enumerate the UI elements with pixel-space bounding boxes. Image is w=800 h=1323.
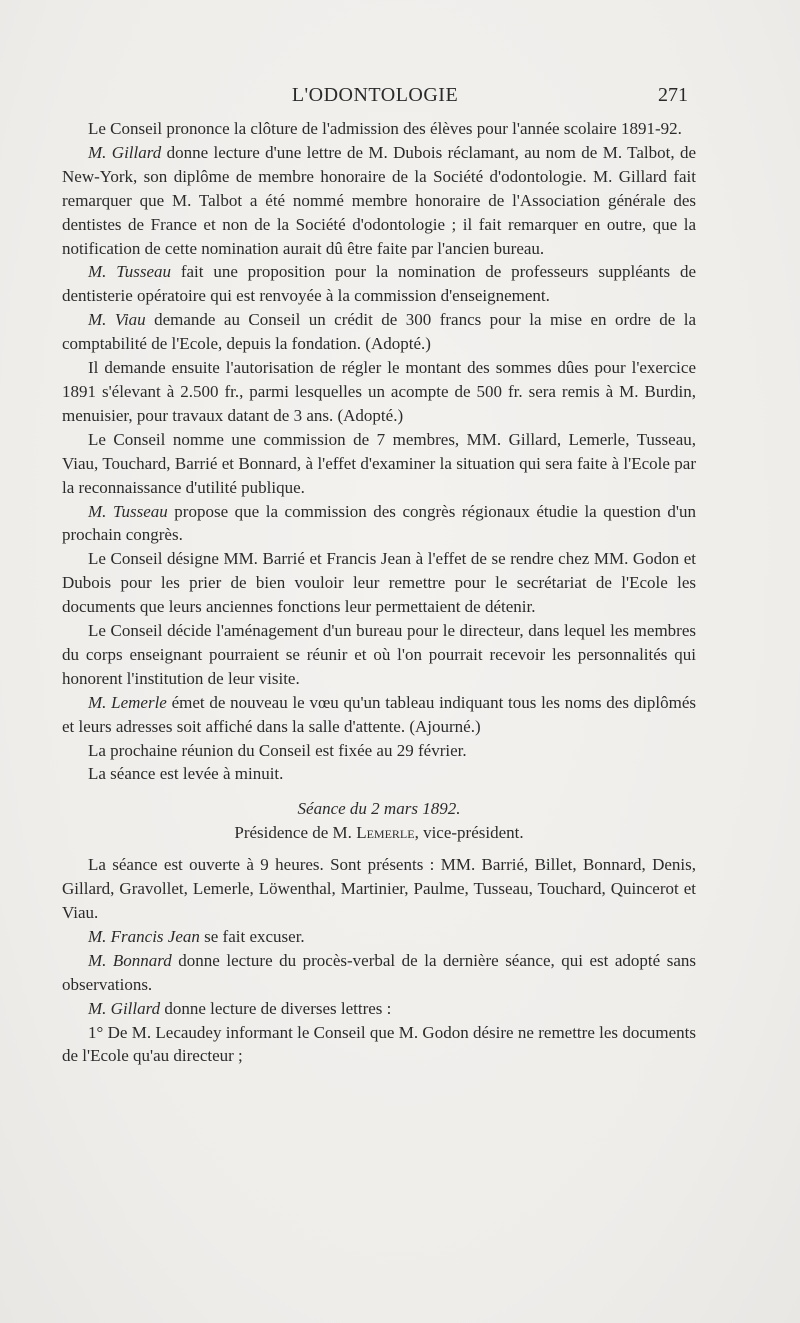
speaker-name: M. Francis Jean [88, 926, 200, 946]
paragraph [62, 949, 696, 997]
presidence-name: Lemerle [356, 823, 415, 843]
speaker-name: M. Bonnard [88, 950, 172, 970]
paragraph [62, 762, 696, 786]
paragraph-text: demande au Conseil un crédit de 300 francs pour la mise en ordre de la comptabilité de l'Ecole, depuis la fondation. (Adopté.) [62, 310, 696, 354]
paragraph-text: Le Conseil décide l'aménagement d'un bureau pour le directeur, dans lequel les membres du corps enseignant pourraient se réunir et où l'on pourrait recevoir les personnalités qui honorent l'institution de leur visite. [62, 621, 696, 688]
paragraph-text: La prochaine réunion du Conseil est fixée au 29 février. [88, 740, 467, 760]
presidence-prefix: Présidence de M. [234, 823, 357, 843]
speaker-name: M. Gillard [88, 998, 161, 1018]
paragraph [62, 308, 696, 356]
paragraph-text: donne lecture d'une lettre de M. Dubois réclamant, au nom de M. Talbot, de New-York, son diplôme de membre honoraire de la Société d'odontologie. M. Gillard fait remarquer que M. Talbot a été nommé membre honoraire de l'Association générale des dentistes de France et non de la Société d'odontologie ; il fait remarquer en outre, que la notification de cette nomination aurait dû être faite par l'ancien bureau. [62, 142, 697, 258]
presidence-suffix: , vice-président. [414, 823, 524, 843]
session-title: Séance du 2 mars 1892. [297, 799, 461, 819]
paragraph [62, 853, 696, 925]
paragraph [62, 500, 696, 548]
paragraph-text: Il demande ensuite l'autorisation de régler le montant des sommes dûes pour l'exercice 1891 s'élevant à 2.500 fr., parmi lesquelles un acompte de 500 fr. sera remis à M. Burdin, menuisier, pour travaux datant de 3 ans. (Adopté.) [62, 358, 696, 425]
paragraph-text: se fait excuser. [199, 926, 305, 946]
running-title: L'ODONTOLOGIE [291, 84, 459, 106]
paragraph-text: La séance est levée à minuit. [88, 764, 284, 784]
paragraph [62, 260, 696, 308]
paragraph-text: propose que la commission des congrès régionaux étudie la question d'un prochain congrès. [62, 501, 696, 545]
paragraph-text: Le Conseil prononce la clôture de l'admission des élèves pour l'année scolaire 1891-92. [88, 119, 682, 138]
paragraph [62, 1021, 696, 1069]
page-number: 271 [658, 84, 688, 106]
paragraph [62, 739, 696, 763]
paragraph-text: donne lecture du procès-verbal de la dernière séance, qui est adopté sans observations. [62, 950, 696, 994]
speaker-name: M. Tusseau [88, 501, 168, 521]
speaker-name: M. Gillard [88, 142, 162, 162]
paragraph-text: fait une proposition pour la nomination de professeurs suppléants de dentisterie opératoire qui est renvoyée à la commission d'enseignement. [62, 262, 696, 306]
paragraph [62, 547, 696, 619]
paragraph-text: émet de nouveau le vœu qu'un tableau indiquant tous les noms des diplômés et leurs adresses soit affiché dans la salle d'attente. (Ajourné.) [62, 692, 696, 736]
page-header [62, 84, 688, 110]
speaker-name: M. Viau [88, 310, 146, 330]
presidence-line [62, 821, 696, 845]
paragraph [62, 428, 696, 500]
paragraph [62, 356, 696, 428]
paragraph-text: La séance est ouverte à 9 heures. Sont présents : MM. Barrié, Billet, Bonnard, Denis, Gillard, Gravollet, Lemerle, Löwenthal, Martinier, Paulme, Tusseau, Touchard, Quincerot et Viau. [62, 855, 696, 922]
paragraph [62, 619, 696, 691]
paragraph-text: 1° De M. Lecaudey informant le Conseil que M. Godon désire ne remettre les documents de l'Ecole qu'au directeur ; [62, 1022, 696, 1066]
paragraph [62, 997, 696, 1021]
paragraph-text: Le Conseil nomme une commission de 7 membres, MM. Gillard, Lemerle, Tusseau, Viau, Touchard, Barrié et Bonnard, à l'effet d'examiner la situation qui sera faite à l'Ecole par la reconnaissance d'utilité publique. [62, 429, 696, 497]
paragraph [62, 691, 696, 739]
paragraph [62, 925, 696, 949]
paragraph-text: Le Conseil désigne MM. Barrié et Francis Jean à l'effet de se rendre chez MM. Godon et Dubois pour les prier de bien vouloir leur remettre pour le secrétariat de l'Ecole les documents que leurs anciennes fonctions leur permettaient de détenir. [62, 549, 696, 617]
paragraph [62, 117, 696, 141]
body-text [62, 117, 696, 1068]
speaker-name: M. Lemerle [88, 692, 167, 712]
speaker-name: M. Tusseau [88, 262, 172, 282]
paragraph-text: donne lecture de diverses lettres : [160, 998, 392, 1018]
paragraph [62, 141, 696, 261]
